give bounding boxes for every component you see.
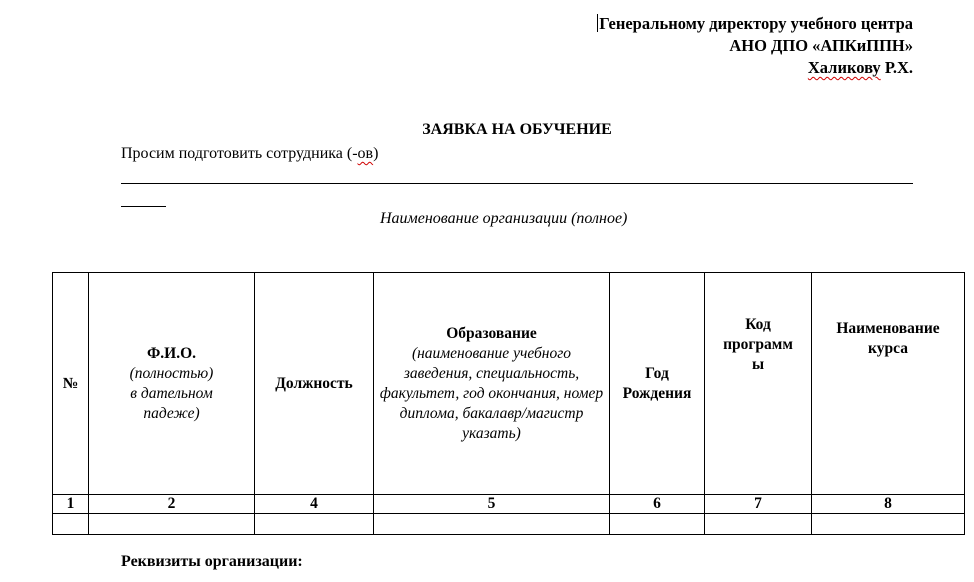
requisites-label: Реквизиты организации: (121, 553, 303, 570)
table-header-row (53, 273, 965, 495)
column-number: 7 (705, 495, 812, 514)
table-cell[interactable] (705, 514, 812, 535)
header-education (374, 273, 610, 495)
addressee-line-3: Халикову Р.Х. (807, 58, 913, 77)
document-title: ЗАЯВКА НА ОБУЧЕНИЕ (422, 121, 612, 138)
column-number-row (53, 495, 965, 514)
column-number: 4 (255, 495, 374, 514)
addressee-line-2: АНО ДПО «АПКиППН» (729, 36, 913, 55)
spellcheck-marked-word: Халикову (807, 58, 881, 77)
header-fio (89, 273, 255, 495)
table-cell[interactable] (812, 514, 965, 535)
table-row (53, 514, 965, 535)
column-number: 8 (812, 495, 965, 514)
header-fio-title: Ф.И.О. (146, 344, 197, 362)
column-number: 1 (53, 495, 89, 514)
header-course-name: Наименование курса (812, 273, 965, 495)
column-number: 5 (374, 495, 610, 514)
trainees-table (52, 272, 965, 535)
header-education-title: Образование (446, 324, 537, 342)
addressee-line-1: Генеральному директору учебного центра (599, 14, 913, 33)
addressee-block (597, 13, 913, 79)
column-number: 6 (610, 495, 705, 514)
header-fio-note: (полностью) в дательном падеже) (129, 364, 214, 422)
header-number: № (53, 273, 89, 495)
table-cell[interactable] (255, 514, 374, 535)
header-program-code: Код программ ы (705, 273, 812, 495)
table-cell[interactable] (53, 514, 89, 535)
column-number: 2 (89, 495, 255, 514)
spellcheck-marked-suffix: ов (357, 145, 374, 162)
header-birth-year: Год Рождения (610, 273, 705, 495)
header-position: Должность (255, 273, 374, 495)
organization-caption: Наименование организации (полное) (380, 210, 628, 227)
organization-fill-line-continued (121, 206, 166, 207)
request-text: Просим подготовить сотрудника (-ов) (121, 145, 379, 162)
table-cell[interactable] (374, 514, 610, 535)
organization-fill-line (121, 183, 913, 184)
table-cell[interactable] (89, 514, 255, 535)
table-cell[interactable] (610, 514, 705, 535)
header-education-note: (наименование учебного заведения, специальность, факультет, год окончания, номер диплома, бакалавр/магистр указать) (379, 344, 604, 442)
